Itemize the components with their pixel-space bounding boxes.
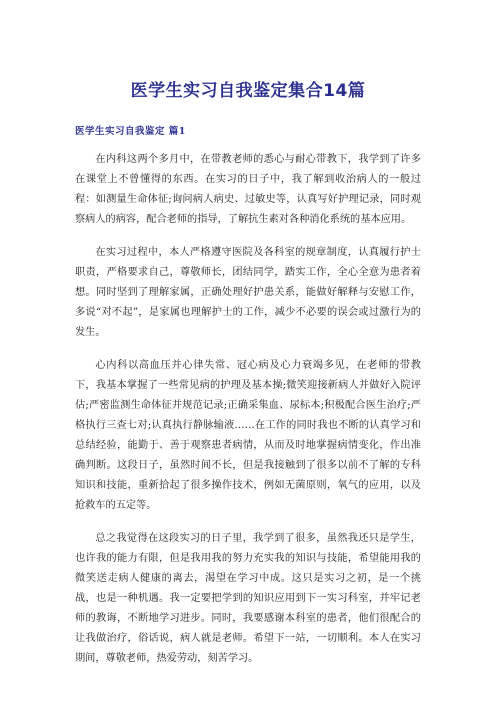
paragraph-2: 在实习过程中，本人严格遵守医院及各科室的规章制度，认真履行护士职责，严格要求自己，尊敬师长，团结同学，踏实工作，全心全意为患者着想。同时坚到了理解家属，正确处理好护患关系，能做好解释与安慰工作，多说“对不起”，是家属也理解护士的工作，减少不必要的误会或过激行为的发生。	[75, 247, 421, 338]
paragraph-3: 心内科以高血压并心律失常、冠心病及心力衰竭多见，在老师的带教下，我基本掌握了一些常见病的护理及基本操;微笑迎接新病人并做好入院评估;严密监测生命体征并规范记录;正确采集血、尿标本;积极配合医生治疗;严格执行三查七对;认真执行静脉输液……在工作的同时我也不断的认真学习和总结经验，能勤于、善于观察患者病情，从而及时地掌握病情变化，作出准确判断。这段日子，虽然时间不长，但是我接触到了很多以前不了解的专科知识和技能，重新拾起了很多操作技术，例如无菌原则，氧气的应用，以及抢救车的五定等。	[75, 360, 421, 511]
document-body	[75, 150, 421, 682]
paragraph-1: 在内科这两个多月中，在带教老师的悉心与耐心带教下，我学到了许多在课堂上不曾懂得的东西。在实习的日子中，我了解到收治病人的一般过程：如测量生命体征;询问病人病史、过敏史等，认真写好护理记录，同时观察病人的病容，配合老师的指导，了解抗生素对各种消化系统的基本应用。	[75, 154, 421, 225]
paragraph-4: 总之我觉得在这段实习的日子里，我学到了很多，虽然我还只是学生，也许我的能力有限，但是我用我的努力充实我的知识与技能，希望能用我的微笑送走病人健康的离去，渴望在学习中成。这只是实习之初，是一个挑战，也是一种机遇。我一定要把学到的知识应用到下一实习科室，并牢记老师的教诲，不断地学习进步。同时，我要感谢本科室的患者，他们很配合的让我做治疗，俗话说，病人就是老师。希望下一站，一切顺利。本人在实习期间，尊敬老师，热爱劳动，刻苦学习。	[75, 533, 421, 664]
section-heading: 医学生实习自我鉴定 篇1	[75, 126, 186, 137]
document-title: 医学生实习自我鉴定集合14篇	[130, 81, 366, 101]
